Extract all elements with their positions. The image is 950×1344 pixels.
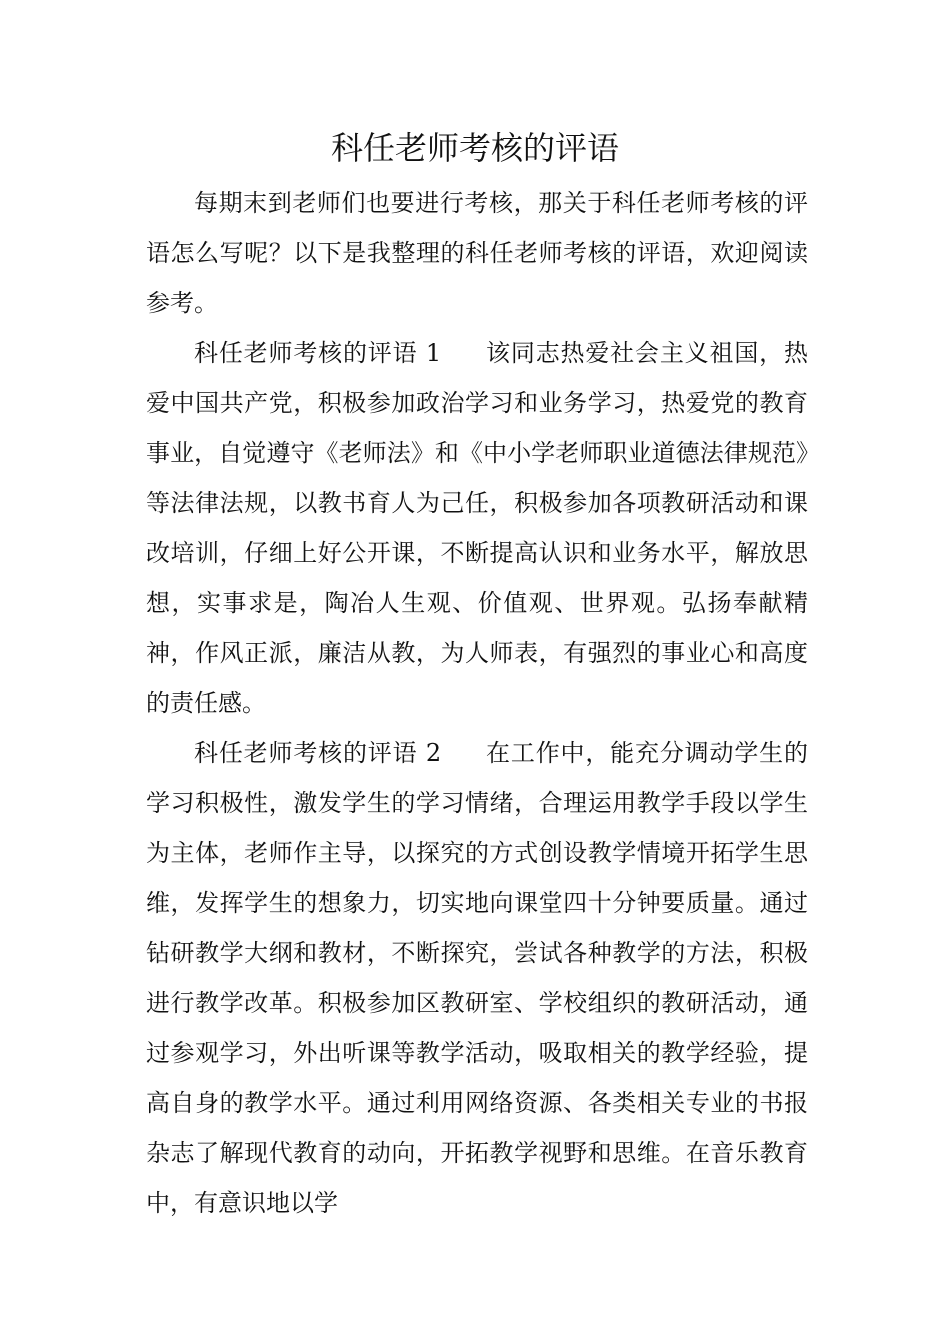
section-heading-2: 科任老师考核的评语 2: [194, 739, 442, 767]
document-body: [146, 178, 808, 1228]
section-paragraph-1: [146, 328, 808, 728]
section-body-2: 在工作中，能充分调动学生的学习积极性，激发学生的学习情绪，合理运用教学手段以学生为主体，老师作主导，以探究的方式创设教学情境开拓学生思维，发挥学生的想象力，切实地向课堂四十分钟要质量。通过钻研教学大纲和教材，不断探究，尝试各种教学的方法，积极进行教学改革。积极参加区教研室、学校组织的教研活动，通过参观学习，外出听课等教学活动，吸取相关的教学经验，提高自身的教学水平。通过利用网络资源、各类相关专业的书报杂志了解现代教育的动向，开拓教学视野和思维。在音乐教育中，有意识地以学: [146, 739, 808, 1217]
section-body-1: 该同志热爱社会主义祖国，热爱中国共产党，积极参加政治学习和业务学习，热爱党的教育事业，自觉遵守《老师法》和《中小学老师职业道德法律规范》等法律法规，以教书育人为己任，积极参加各项教研活动和课改培训，仔细上好公开课，不断提高认识和业务水平，解放思想，实事求是，陶冶人生观、价值观、世界观。弘扬奉献精神，作风正派，廉洁从教，为人师表，有强烈的事业心和高度的责任感。: [146, 339, 808, 717]
section-paragraph-2: [146, 728, 808, 1228]
section-heading-1: 科任老师考核的评语 1: [194, 339, 442, 367]
document-title: 科任老师考核的评语: [330, 129, 619, 167]
intro-paragraph: 每期末到老师们也要进行考核，那关于科任老师考核的评语怎么写呢？以下是我整理的科任老师考核的评语，欢迎阅读参考。: [146, 189, 808, 317]
